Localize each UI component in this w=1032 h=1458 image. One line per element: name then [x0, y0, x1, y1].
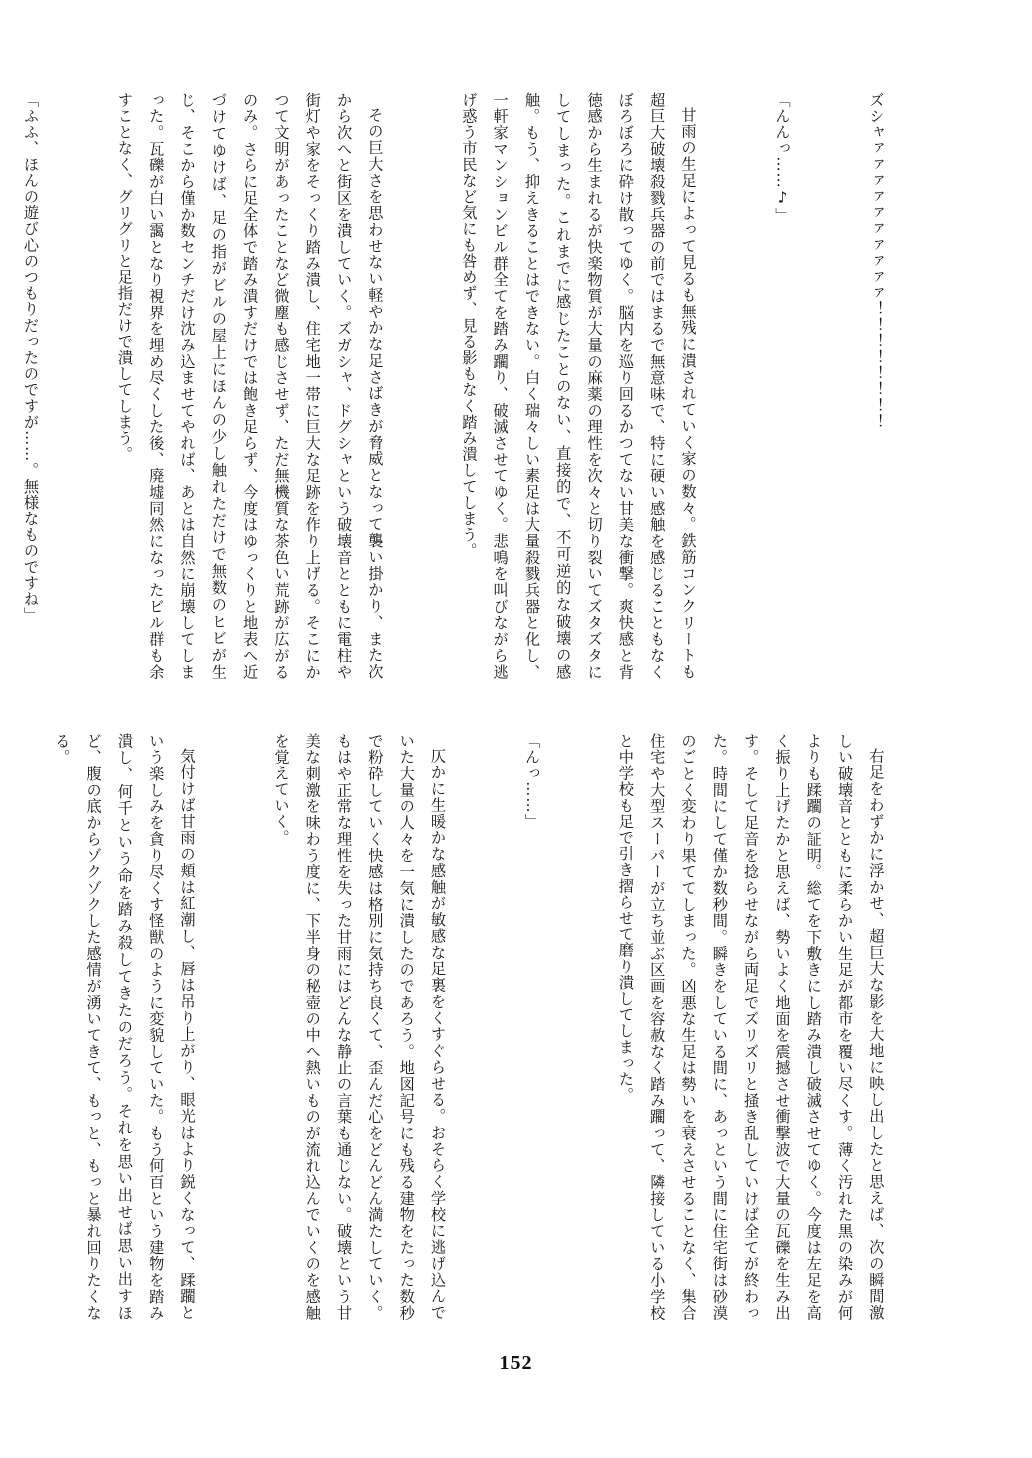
paragraph: その巨大さを思わせない軽やかな足さばきが脅威となって襲い掛かり、また次から次へと街区を潰していく。ズガシャ、ドグシャという破壊音とともに電柱や街灯や家をそっくり踏み潰し、住宅地一帯に巨大な足跡を作り上げる。そこにかつて文明があったことなど微塵も感じさせず、ただ無機質な茶色い荒跡が広がるのみ。さらに足全体で踏み潰すだけでは飽き足らず、今度はゆっくりと地表へ近づけてゆけば、足の指がビルの屋上にほんの少し触れただけで無数のヒビが生じ、そこから僅か数センチだけ沈み込ませてやれば、あとは自然に崩壊してしまった。瓦礫が白い靄となり視界を埋め尽くした後、廃墟同然になったビル群も余すことなく、グリグリと足指だけで潰してしまう。	[115, 92, 385, 680]
paragraph: 甘雨の生足によって見るも無残に潰されていく家の数々。鉄筋コンクリートも超巨大破壊殺戮兵器の前ではまるで無意味で、特に硬い感触を感じることもなくぼろぼろに砕け散ってゆく。脳内を巡り回るかつてない甘美な衝撃。爽快感と背徳感から生まれるが快楽物質が大量の麻薬の理性を次々と切り裂いてズタズタにしてしまった。これまでに感じたことのない、直接的で、不可逆的な破壊の感触。もう、抑えきることはできない。白く瑞々しい素足は大量殺戮兵器と化し、一軒家マンションビル群全てを踏み躙り、破滅させてゆく。悲鳴を叫びながら逃げ惑う市民など気にも咎めず、見る影もなく踏み潰してしまう。	[460, 92, 698, 680]
paragraph: ズシャァァァァァァァァァァ！！！！！！！！	[867, 92, 886, 431]
paragraph: 気付けば甘雨の頬は紅潮し、唇は吊り上がり、眼光はより鋭くなって、蹂躙という楽しみを貪り尽くす怪獣のように変貌していた。もう何百という建物を踏み潰し、何千という命を踏み殺してきたのだろう。それを思い出せば思い出すほど、腹の底からゾクゾクした感情が湧いてきて、もっと、もっと暴れ回りたくなる。	[53, 733, 197, 1321]
paragraph: 仄かに生暖かな感触が敏感な足裏をくすぐらせる。おそらく学校に逃げ込んでいた大量の人々を一気に潰したのであろう。地図記号にも残る建物をたった数秒で粉砕していく快感は格別に気持ち良くて、歪んだ心をどんどん満たしていく。もはや正常な理性を失った甘雨にはどんな静止の言葉も通じない。破壊という甘美な刺激を味わう度に、下半身の秘壺の中へ熱いものが流れ込んでいくのを感触を覚えていく。	[272, 733, 447, 1321]
paragraph: 「ふふ、ほんの遊び心のつもりだったのですが……。無様なものですね」	[21, 92, 40, 624]
text-block-upper	[21, 92, 954, 680]
paragraph: 「んっ……」	[522, 733, 541, 830]
page-number: 152	[499, 1352, 533, 1374]
paragraph: 右足をわずかに浮かせ、超巨大な影を大地に映し出したと思えば、次の瞬間激しい破壊音とともに柔らかい生足が都市を覆い尽くす。薄く汚れた黒の染みが何よりも蹂躙の証明。総てを下敷きにし踏み潰し破滅させてゆく。今度は左足を高く振り上げたかと思えば、勢いよく地面を震撼させ衝撃波で大量の瓦礫を生み出す。そして足音を捻らせながら両足でズリズリと掻き乱していけば全てが終わった。時間にして僅か数秒間。瞬きをしている間に、あっという間に住宅街は砂漠のごとく変わり果ててしまった。凶悪な生足は勢いを衰えさせることなく、集合住宅や大型スーパーが立ち並ぶ区画を容赦なく踏み躙って、隣接している小学校と中学校も足で引き摺らせて磨り潰してしまった。	[616, 733, 886, 1321]
paragraph: 「んんっ……♪」	[773, 92, 792, 224]
text-block-lower	[53, 733, 954, 1321]
